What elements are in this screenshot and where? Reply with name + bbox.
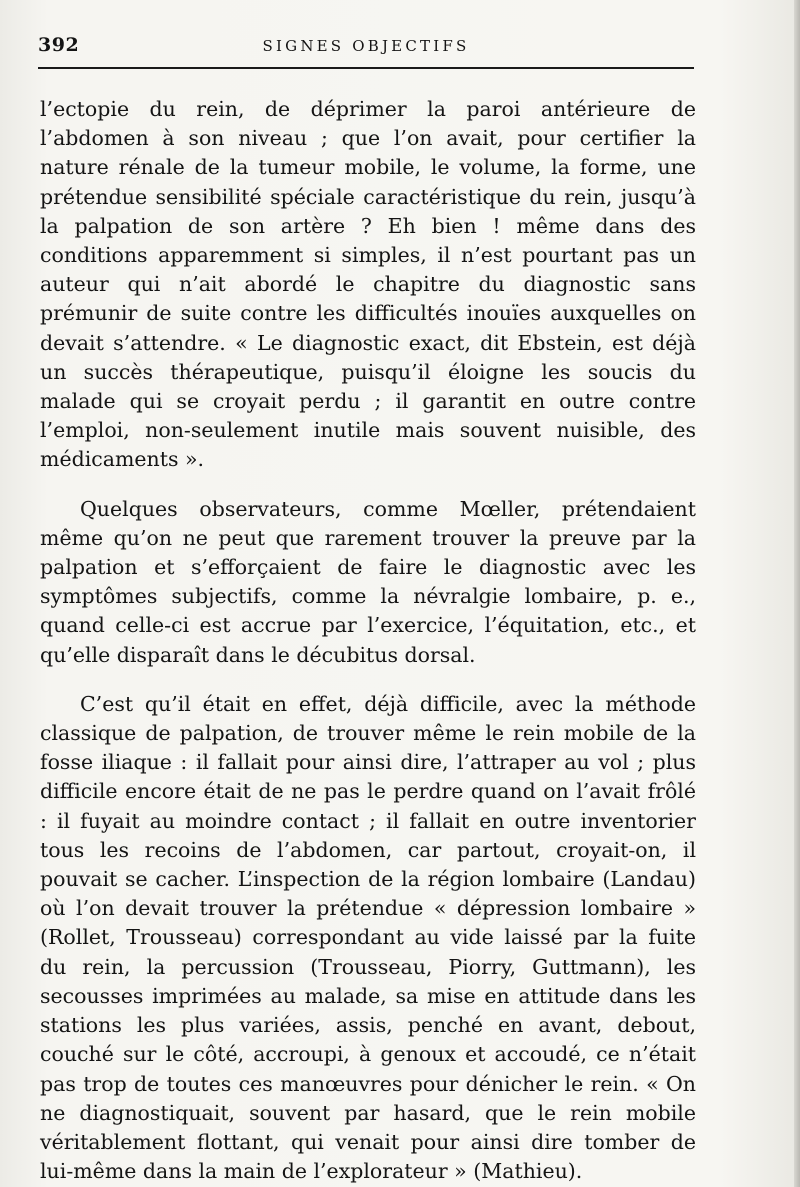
page-edge-shadow <box>794 0 800 1187</box>
paragraph-continuation: l’ectopie du rein, de déprimer la paroi antérieure de l’abdomen à son niveau ; que l’on avait, pour certifier la nature rénale de la tumeur mobile, le volume, la forme, une prétendue sensibilité spéciale caractéristique du rein, jusqu’à la palpation de son artère ? Eh bien ! même dans des conditions apparemment si simples, il n’est pourtant pas un auteur qui n’ait abordé le chapitre du diagnostic sans prémunir de suite contre les difficultés inouïes auxquelles on devait s’attendre. « Le diagnostic exact, dit Ebstein, est déjà un succès thérapeutique, puisqu’il éloigne les soucis du malade qui se croyait perdu ; il garantit en outre contre l’emploi, non-seulement inutile mais souvent nuisible, des médicaments ». <box>40 97 696 472</box>
paragraph-moeller: Quelques observateurs, comme Mœller, prétendaient même qu’on ne peut que rarement trouver la preuve par la palpation et s’efforçaient de faire le diagnostic avec les symptômes subjectifs, comme la névralgie lombaire, p. e., quand celle-ci est accrue par l’exercice, l’équitation, etc., et qu’elle disparaît dans le décubitus dorsal. <box>40 496 696 667</box>
header-rule <box>38 67 694 69</box>
body-text <box>40 95 696 1186</box>
page-number: 392 <box>38 34 80 56</box>
running-head: SIGNES OBJECTIFS <box>262 37 470 55</box>
paragraph-palpation: C’est qu’il était en effet, déjà difficile, avec la méthode classique de palpation, de trouver même le rein mobile de la fosse iliaque : il fallait pour ainsi dire, l’attraper au vol ; plus difficile encore était de ne pas le perdre quand on l’avait frôlé : il fuyait au moindre contact ; il fallait en outre inventorier tous les recoins de l’abdomen, car partout, croyait-on, il pouvait se cacher. L’inspection de la région lombaire (Landau) où l’on devait trouver la prétendue « dépression lombaire » (Rollet, Trousseau) correspondant au vide laissé par la fuite du rein, la percussion (Trousseau, Piorry, Guttmann), les secousses imprimées au malade, sa mise en attitude dans les stations les plus variées, assis, penché en avant, debout, couché sur le côté, accroupi, à genoux et accoudé, ce n’était pas trop de toutes ces manœuvres pour dénicher le rein. « On ne diagnostiquait, souvent par hasard, que le rein mobile véritablement flottant, qui venait pour ainsi dire tomber de lui-même dans la main de l’explorateur » (Mathieu). <box>40 691 696 1184</box>
page-header <box>38 34 694 60</box>
